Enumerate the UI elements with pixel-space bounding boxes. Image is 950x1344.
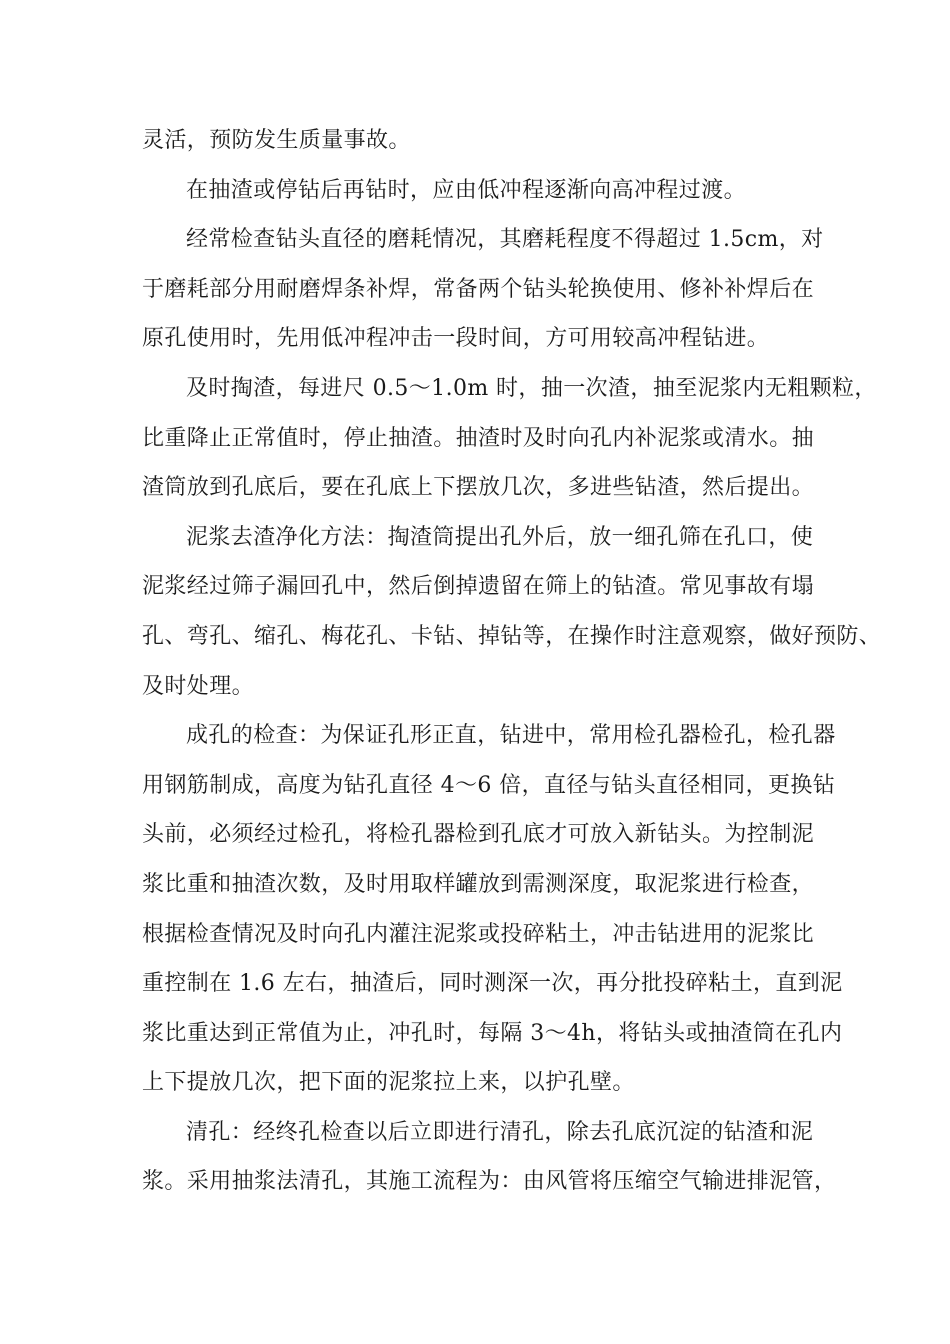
text-line: 在抽渣或停钻后再钻时，应由低冲程逐渐向高冲程过渡。: [186, 177, 747, 203]
paragraph: [142, 513, 882, 711]
text-line: 孔、弯孔、缩孔、梅花孔、卡钻、掉钻等，在操作时注意观察，做好预防、: [142, 623, 882, 649]
text-line: 经常检查钻头直径的磨耗情况，其磨耗程度不得超过 1.5cm，对: [186, 227, 824, 253]
text-line: 重控制在 1.6 左右，抽渣后，同时测深一次，再分批投碎粘土，直到泥: [142, 971, 843, 997]
text-line: 于磨耗部分用耐磨焊条补焊，常备两个钻头轮换使用、修补补焊后在: [142, 276, 815, 302]
text-line: 用钢筋制成，高度为钻孔直径 4～6 倍，直径与钻头直径相同，更换钻: [142, 772, 836, 798]
paragraph: [142, 711, 843, 1108]
text-line: 成孔的检查：为保证孔形正直，钻进中，常用检孔器检孔，检孔器: [186, 723, 836, 749]
paragraph: [142, 215, 832, 364]
paragraph: [142, 166, 832, 216]
text-line: 根据检查情况及时向孔内灌注泥浆或投碎粘土，冲击钻进用的泥浆比: [142, 921, 815, 947]
document-body: [142, 116, 882, 1207]
text-line: 灵活，预防发生质量事故。: [142, 128, 411, 153]
text-line: 浆比重和抽渣次数，及时用取样罐放到需测深度，取泥浆进行检查，: [142, 871, 815, 897]
text-line: 浆比重达到正常值为止，冲孔时，每隔 3～4h，将钻头或抽渣筒在孔内: [142, 1020, 843, 1046]
text-line: 泥浆经过筛子漏回孔中，然后倒掉遗留在筛上的钻渣。常见事故有塌: [142, 574, 815, 600]
paragraph: [142, 1108, 837, 1207]
text-line: 渣筒放到孔底后，要在孔底上下摆放几次，多进些钻渣，然后提出。: [142, 475, 815, 501]
text-line: 浆。采用抽浆法清孔，其施工流程为：由风管将压缩空气输进排泥管，: [142, 1169, 837, 1195]
text-line: 清孔：经终孔检查以后立即进行清孔，除去孔底沉淀的钻渣和泥: [186, 1119, 814, 1145]
text-line: 比重降止正常值时，停止抽渣。抽渣时及时向孔内补泥浆或清水。抽: [142, 425, 815, 451]
paragraph: [142, 364, 877, 513]
text-line: 泥浆去渣净化方法：掏渣筒提出孔外后，放一细孔筛在孔口，使: [186, 524, 814, 550]
text-line: 及时处理。: [142, 673, 255, 699]
text-line: 原孔使用时，先用低冲程冲击一段时间，方可用较高冲程钻进。: [142, 326, 770, 352]
text-line: 及时掏渣，每进尺 0.5～1.0m 时，抽一次渣，抽至泥浆内无粗颗粒，: [186, 375, 877, 401]
paragraph: [142, 116, 832, 166]
text-line: 头前，必须经过检孔，将检孔器检到孔底才可放入新钻头。为控制泥: [142, 822, 815, 848]
text-line: 上下提放几次，把下面的泥浆拉上来，以护孔壁。: [142, 1070, 635, 1096]
